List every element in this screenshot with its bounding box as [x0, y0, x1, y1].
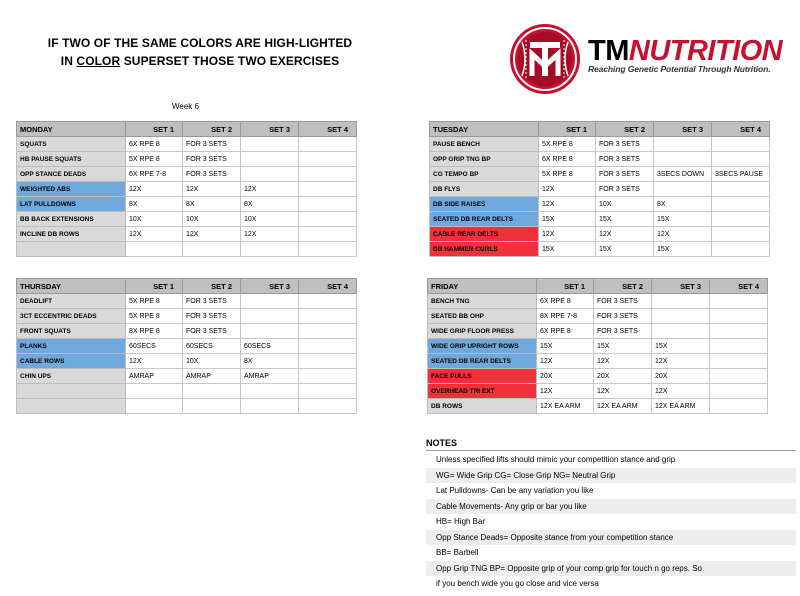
set-cell [710, 294, 768, 309]
set-header: SET 1 [537, 279, 594, 294]
set-cell [654, 152, 712, 167]
exercise-name: PLANKS [17, 339, 126, 354]
set-cell [710, 354, 768, 369]
monday-header-row [17, 122, 357, 137]
set-cell [183, 384, 241, 399]
set-cell [712, 182, 770, 197]
set-cell [299, 242, 357, 257]
set-cell: 15X [537, 339, 594, 354]
set-cell [710, 369, 768, 384]
set-cell: 3SECS DOWN [654, 167, 712, 182]
table-row [428, 339, 768, 354]
exercise-name: SEATED DB REAR DELTS [430, 212, 539, 227]
set-header: SET 4 [710, 279, 768, 294]
set-cell: FOR 3 SETS [596, 167, 654, 182]
exercise-name: FACE PULLS [428, 369, 537, 384]
set-cell [241, 152, 299, 167]
set-cell: 8X [126, 197, 183, 212]
table-row [428, 324, 768, 339]
exercise-name: FRONT SQUATS [17, 324, 126, 339]
note-line: Cable Movements- Any grip or bar you like [426, 499, 796, 515]
set-cell: 12X [654, 227, 712, 242]
set-cell: AMRAP [183, 369, 241, 384]
table-row [428, 309, 768, 324]
set-cell: 5X RPE 8 [126, 294, 183, 309]
set-cell: 8X RPE 7-8 [537, 309, 594, 324]
table-row [17, 242, 357, 257]
set-cell [241, 324, 299, 339]
set-cell: 6X RPE 8 [537, 324, 594, 339]
set-cell: 10X [596, 197, 654, 212]
set-cell [299, 399, 357, 414]
exercise-name: WIDE GRIP UPRIGHT ROWS [428, 339, 537, 354]
set-cell [241, 309, 299, 324]
set-cell: 12X [183, 182, 241, 197]
table-row [428, 354, 768, 369]
table-row [17, 384, 357, 399]
week-label: Week 6 [172, 102, 199, 111]
set-cell [299, 182, 357, 197]
exercise-name: BENCH TNG [428, 294, 537, 309]
set-cell: 12X [126, 227, 183, 242]
set-cell: 6X RPE 8 [539, 152, 596, 167]
set-cell [710, 309, 768, 324]
superset-instruction [20, 34, 380, 70]
exercise-name [17, 242, 126, 257]
set-cell: 3SECS PAUSE [712, 167, 770, 182]
table-row [17, 182, 357, 197]
set-cell [241, 242, 299, 257]
set-header: SET 1 [539, 122, 596, 137]
table-row [17, 354, 357, 369]
set-cell: FOR 3 SETS [594, 309, 652, 324]
table-row [430, 167, 770, 182]
set-cell: 5X RPE 8 [126, 152, 183, 167]
exercise-name: CHIN UPS [17, 369, 126, 384]
instruction-text: IN [60, 54, 77, 68]
set-cell [712, 152, 770, 167]
note-line: if you bench wide you go close and vice versa [436, 579, 599, 588]
set-cell: 8X RPE 8 [126, 324, 183, 339]
instruction-line-2 [20, 52, 380, 70]
set-cell: FOR 3 SETS [596, 137, 654, 152]
set-cell: FOR 3 SETS [594, 294, 652, 309]
set-cell: FOR 3 SETS [596, 152, 654, 167]
day-title: MONDAY [17, 122, 126, 137]
table-row [430, 182, 770, 197]
set-cell: FOR 3 SETS [183, 167, 241, 182]
set-cell: 12X EA ARM [594, 399, 652, 414]
table-row [428, 369, 768, 384]
set-cell: 12X [539, 197, 596, 212]
exercise-name: SEATED DB REAR DELTS [428, 354, 537, 369]
set-cell: 15X [654, 242, 712, 257]
note-line: Lat Pulldowns- Can be any variation you like [436, 486, 594, 495]
set-cell: 15X [652, 339, 710, 354]
table-row [17, 339, 357, 354]
table-row [428, 384, 768, 399]
set-cell [652, 294, 710, 309]
table-row [430, 242, 770, 257]
set-cell: FOR 3 SETS [183, 324, 241, 339]
set-cell: 15X [539, 212, 596, 227]
set-cell [712, 242, 770, 257]
set-header: SET 2 [183, 122, 241, 137]
set-cell: FOR 3 SETS [183, 152, 241, 167]
set-cell [126, 399, 183, 414]
brand-name-nutrition: NUTRITION [628, 35, 783, 67]
set-cell: 12X EA ARM [537, 399, 594, 414]
set-cell: 5X RPE 8 [539, 167, 596, 182]
set-cell: 8X [183, 197, 241, 212]
set-cell [299, 354, 357, 369]
friday-table [427, 278, 768, 414]
exercise-name: CG TEMPO BP [430, 167, 539, 182]
thursday-table [16, 278, 357, 414]
set-cell: 10X [183, 354, 241, 369]
set-cell [710, 384, 768, 399]
set-cell [299, 137, 357, 152]
set-cell [710, 399, 768, 414]
set-cell [712, 227, 770, 242]
set-cell: 8X [654, 197, 712, 212]
set-cell: 15X [596, 212, 654, 227]
exercise-name [17, 384, 126, 399]
set-cell: 20X [537, 369, 594, 384]
exercise-name: DB HAMMER CURLS [430, 242, 539, 257]
exercise-name: INCLINE DB ROWS [17, 227, 126, 242]
set-header: SET 4 [712, 122, 770, 137]
exercise-name: BB BACK EXTENSIONS [17, 212, 126, 227]
tm-nutrition-logo-icon [508, 22, 582, 96]
friday-header-row [428, 279, 768, 294]
set-cell: FOR 3 SETS [594, 324, 652, 339]
set-cell [654, 137, 712, 152]
set-cell [126, 242, 183, 257]
monday-table [16, 121, 357, 257]
set-cell [241, 384, 299, 399]
table-row [17, 197, 357, 212]
exercise-name: 3CT ECCENTRIC DEADS [17, 309, 126, 324]
exercise-name: OPP GRIP TNG BP [430, 152, 539, 167]
exercise-name [17, 399, 126, 414]
set-header: SET 3 [241, 122, 299, 137]
set-cell: FOR 3 SETS [596, 182, 654, 197]
set-cell [299, 384, 357, 399]
set-cell [299, 309, 357, 324]
set-cell: 10X [126, 212, 183, 227]
set-cell: 12X [652, 384, 710, 399]
set-cell: 12X [539, 227, 596, 242]
tuesday-table [429, 121, 770, 257]
set-cell: 60SECS [241, 339, 299, 354]
set-cell [710, 339, 768, 354]
set-cell [183, 399, 241, 414]
note-line: BB= Barbell [436, 548, 479, 557]
set-cell: FOR 3 SETS [183, 294, 241, 309]
day-title: THURSDAY [17, 279, 126, 294]
set-cell: AMRAP [126, 369, 183, 384]
set-cell: 12X [183, 227, 241, 242]
set-cell [241, 294, 299, 309]
exercise-name: OPP STANCE DEADS [17, 167, 126, 182]
set-cell: 5X RPE 8 [126, 309, 183, 324]
set-cell: AMRAP [241, 369, 299, 384]
exercise-name: SEATED BB OHP [428, 309, 537, 324]
table-row [430, 227, 770, 242]
note-line: Unless specified lifts should mimic your competition stance and grip [436, 455, 676, 464]
set-cell: 12X [596, 227, 654, 242]
exercise-name: DB SIDE RAISES [430, 197, 539, 212]
set-cell [710, 324, 768, 339]
set-cell [299, 324, 357, 339]
notes-list [426, 452, 796, 592]
set-cell [299, 212, 357, 227]
set-cell [299, 167, 357, 182]
set-cell: 12X [594, 384, 652, 399]
table-row [17, 227, 357, 242]
set-header: SET 3 [654, 122, 712, 137]
table-row [17, 137, 357, 152]
set-cell [299, 339, 357, 354]
set-cell: 10X [183, 212, 241, 227]
table-row [17, 324, 357, 339]
table-row [17, 212, 357, 227]
instruction-underlined: COLOR [76, 54, 121, 68]
set-cell [299, 294, 357, 309]
set-cell [183, 242, 241, 257]
set-cell: FOR 3 SETS [183, 309, 241, 324]
set-header: SET 2 [594, 279, 652, 294]
set-header: SET 3 [652, 279, 710, 294]
set-header: SET 4 [299, 122, 357, 137]
set-cell: 15X [596, 242, 654, 257]
instruction-text: SUPERSET THOSE TWO EXERCISES [120, 54, 340, 68]
set-cell [299, 152, 357, 167]
set-header: SET 1 [126, 279, 183, 294]
exercise-name: HB PAUSE SQUATS [17, 152, 126, 167]
set-cell [652, 309, 710, 324]
set-cell: 10X [241, 212, 299, 227]
table-row [428, 399, 768, 414]
set-cell: 12X [539, 182, 596, 197]
set-header: SET 2 [183, 279, 241, 294]
set-cell [712, 197, 770, 212]
exercise-name: WIDE GRIP FLOOR PRESS [428, 324, 537, 339]
table-row [17, 309, 357, 324]
table-row [428, 294, 768, 309]
set-cell: 12X [652, 354, 710, 369]
set-cell: 6X RPE 8 [537, 294, 594, 309]
table-row [17, 399, 357, 414]
set-cell: 12X [126, 182, 183, 197]
set-cell: 12X [241, 182, 299, 197]
set-cell: 15X [594, 339, 652, 354]
thursday-header-row [17, 279, 357, 294]
exercise-name: DEADLIFT [17, 294, 126, 309]
exercise-name: DB FLYS [430, 182, 539, 197]
set-cell [654, 182, 712, 197]
notes-title: NOTES [426, 438, 458, 448]
set-cell [652, 324, 710, 339]
set-cell [712, 212, 770, 227]
table-row [17, 369, 357, 384]
set-header: SET 1 [126, 122, 183, 137]
notes-divider [426, 450, 796, 451]
set-cell: 15X [654, 212, 712, 227]
set-cell: 12X [126, 354, 183, 369]
set-cell: 12X [537, 354, 594, 369]
brand-name [588, 36, 782, 66]
set-cell [126, 384, 183, 399]
exercise-name: OVERHEAD TRI EXT [428, 384, 537, 399]
set-cell: 8X [241, 197, 299, 212]
set-header: SET 3 [241, 279, 299, 294]
brand-tagline: Reaching Genetic Potential Through Nutrition. [588, 64, 771, 74]
set-cell: 5X RPE 8 [539, 137, 596, 152]
note-line: Opp Stance Deads= Opposite stance from your competition stance [426, 530, 796, 546]
exercise-name: CABLE REAR DELTS [430, 227, 539, 242]
table-row [17, 167, 357, 182]
set-cell: 12X [537, 384, 594, 399]
set-cell: 6X RPE 8 [126, 137, 183, 152]
table-row [430, 152, 770, 167]
tuesday-header-row [430, 122, 770, 137]
set-cell: 60SECS [126, 339, 183, 354]
set-header: SET 2 [596, 122, 654, 137]
set-cell [712, 137, 770, 152]
day-title: TUESDAY [430, 122, 539, 137]
exercise-name: PAUSE BENCH [430, 137, 539, 152]
set-cell [299, 197, 357, 212]
brand-name-tm: TM [588, 35, 629, 67]
set-cell [241, 167, 299, 182]
instruction-line-1: IF TWO OF THE SAME COLORS ARE HIGH-LIGHTED [47, 36, 353, 50]
set-cell: 15X [539, 242, 596, 257]
brand-block [588, 36, 782, 74]
note-line: WG= Wide Grip CG= Close Grip NG= Neutral Grip [426, 468, 796, 484]
set-cell: 8X [241, 354, 299, 369]
set-cell: FOR 3 SETS [183, 137, 241, 152]
note-line: HB= High Bar [436, 517, 486, 526]
set-cell: 20X [594, 369, 652, 384]
note-line: Opp Grip TNG BP= Opposite grip of your comp grip for touch n go reps. So [426, 561, 796, 577]
exercise-name: CABLE ROWS [17, 354, 126, 369]
set-cell [299, 369, 357, 384]
table-row [430, 197, 770, 212]
table-row [17, 152, 357, 167]
exercise-name: SQUATS [17, 137, 126, 152]
exercise-name: LAT PULLDOWNS [17, 197, 126, 212]
set-cell: 12X [594, 354, 652, 369]
set-header: SET 4 [299, 279, 357, 294]
set-cell [241, 137, 299, 152]
table-row [17, 294, 357, 309]
exercise-name: WEIGHTED ABS [17, 182, 126, 197]
set-cell: 20X [652, 369, 710, 384]
set-cell [299, 227, 357, 242]
set-cell: 12X [241, 227, 299, 242]
day-title: FRIDAY [428, 279, 537, 294]
set-cell [241, 399, 299, 414]
table-row [430, 137, 770, 152]
exercise-name: DB ROWS [428, 399, 537, 414]
set-cell: 60SECS [183, 339, 241, 354]
table-row [430, 212, 770, 227]
set-cell: 6X RPE 7-8 [126, 167, 183, 182]
set-cell: 12X EA ARM [652, 399, 710, 414]
